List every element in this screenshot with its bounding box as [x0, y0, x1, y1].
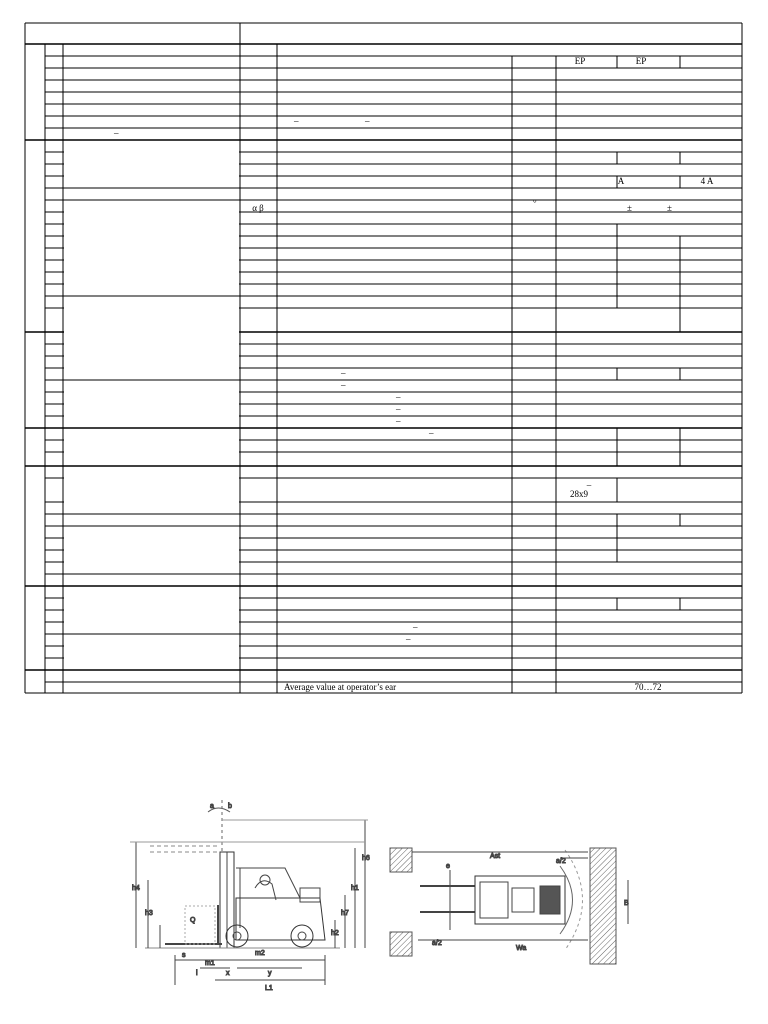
merged-cell [64, 645, 239, 659]
table-cell-noise-label: Average value at operator’s ear [284, 682, 397, 692]
dim-a2-bottom: a/2 [432, 940, 442, 947]
table-cell-dash-6: – [396, 392, 401, 402]
dim-h4: h4 [132, 885, 140, 892]
dim-l: l [196, 970, 198, 977]
dim-h7: h7 [341, 910, 349, 917]
dim-h1: h1 [351, 885, 359, 892]
dim-s: s [182, 952, 186, 959]
table-cell-dash-12: – [406, 634, 411, 644]
dim-l1: L1 [265, 985, 273, 992]
table-cell-dash-3: – [365, 116, 370, 126]
side-view [130, 800, 370, 992]
table-cell-4a: 4 A [700, 176, 714, 186]
merged-cell [64, 439, 239, 453]
dim-m2: m2 [255, 950, 265, 957]
dim-y: y [268, 970, 272, 977]
table-cell-tyre-dash: – [586, 480, 592, 490]
merged-cell [64, 307, 239, 333]
forklift-dimension-diagram [130, 800, 629, 992]
spec-table [25, 23, 742, 693]
dim-a2-top: a/2 [556, 858, 566, 865]
table-cell-degree: ° [533, 198, 537, 208]
dim-x: x [226, 970, 230, 977]
table-cell-pm-2: ± [667, 203, 672, 213]
merged-cell [64, 151, 239, 177]
merged-cell [64, 211, 239, 285]
table-cell-noise-value: 70…72 [634, 682, 662, 692]
dim-wa: Wa [516, 945, 527, 952]
dim-h6: h6 [362, 855, 370, 862]
dim-b: b [228, 803, 232, 810]
merged-cell [64, 477, 239, 503]
table-cell-tyre-size: 28x9 [570, 489, 588, 499]
table-cell-a: A [617, 176, 625, 186]
table-cell-dash-8: – [396, 416, 401, 426]
dim-h3: h3 [145, 910, 153, 917]
merged-cell [64, 537, 239, 563]
table-cell-ep-2: EP [635, 56, 647, 66]
table-cell-dash-4: – [341, 368, 346, 378]
merged-cell [64, 597, 239, 623]
dim-e: e [446, 863, 450, 870]
merged-cell [64, 391, 239, 417]
top-view [390, 848, 629, 964]
dim-a: a [210, 803, 214, 810]
table-cell-dash-11: – [413, 622, 418, 632]
table-cell-ep-1: EP [574, 56, 586, 66]
dim-ast: Ast [490, 853, 501, 860]
merged-cell [64, 343, 239, 369]
dim-m1: m1 [205, 960, 215, 967]
table-cell-dash-2: – [294, 116, 299, 126]
table-cell-dash-9: – [429, 428, 434, 438]
dim-b-width: B [624, 900, 629, 907]
table-cell-dash-1: – [114, 128, 119, 138]
table-cell-dash-7: – [396, 404, 401, 414]
dim-q: Q [190, 917, 196, 924]
table-cell-pm-1: ± [627, 203, 632, 213]
dim-h2: h2 [331, 930, 339, 937]
table-cell-dash-5: – [341, 380, 346, 390]
table-cell-alpha-beta: α β [252, 203, 264, 213]
